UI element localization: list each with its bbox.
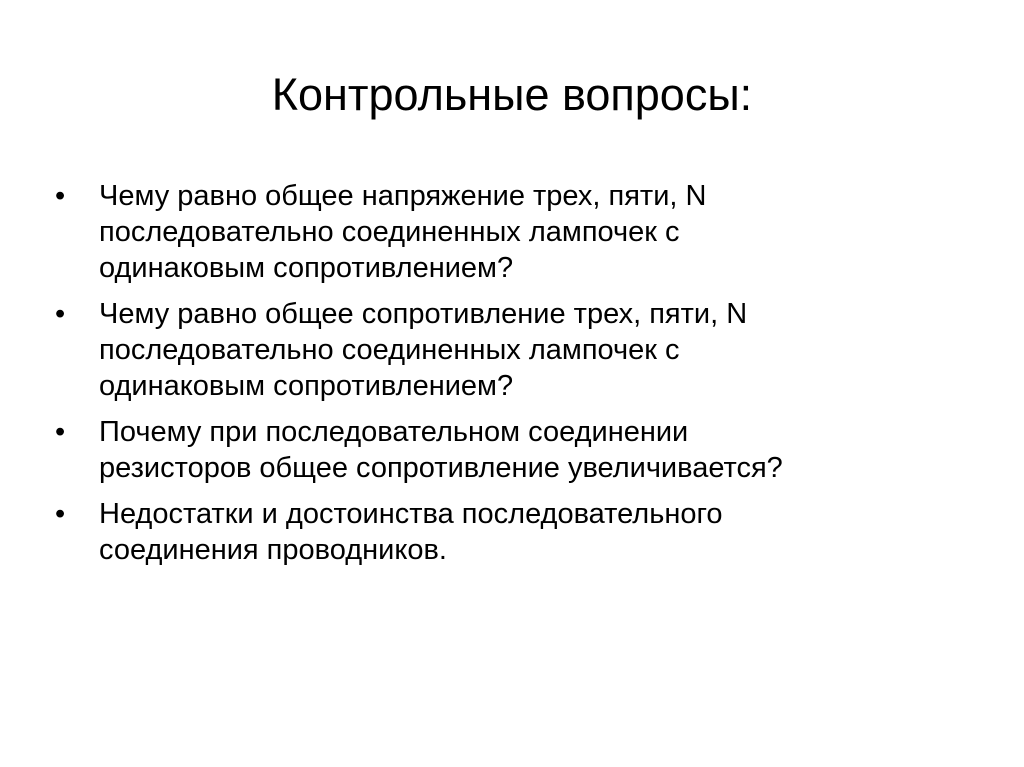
bullet-icon: • [55, 498, 66, 530]
question-item-4 [55, 496, 975, 568]
question-line: резисторов общее сопротивление увеличивается? [99, 452, 783, 484]
slide-title: Контрольные вопросы: [271, 69, 753, 120]
bullet-icon: • [55, 180, 66, 212]
question-line: Чему равно общее напряжение трех, пяти, N [99, 180, 707, 212]
question-line: Почему при последовательном соединении [99, 416, 689, 448]
question-item-3 [55, 414, 975, 486]
question-item-1 [55, 178, 975, 286]
bullet-icon: • [55, 416, 66, 448]
question-line: последовательно соединенных лампочек с [99, 216, 680, 248]
question-line: Чему равно общее сопротивление трех, пяти, N [99, 298, 748, 330]
question-line: соединения проводников. [99, 534, 447, 566]
question-list [55, 178, 975, 578]
bullet-icon: • [55, 298, 66, 330]
question-line: Недостатки и достоинства последовательного [99, 498, 723, 530]
question-item-2 [55, 296, 975, 404]
question-line: одинаковым сопротивлением? [99, 252, 514, 284]
question-line: одинаковым сопротивлением? [99, 370, 514, 402]
question-line: последовательно соединенных лампочек с [99, 334, 680, 366]
